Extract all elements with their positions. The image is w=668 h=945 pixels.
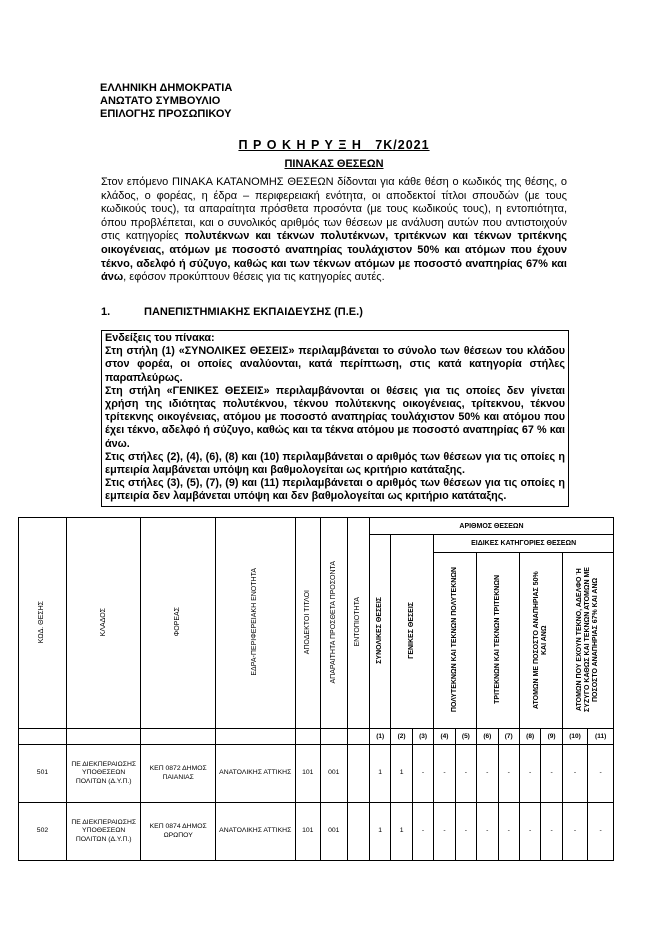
document-title: Π Ρ Ο Κ Η Ρ Υ Ξ Η 7Κ/2021 [238, 138, 430, 152]
note-3: Στις στήλες (2), (4), (6), (8) και (10) περιλαμβάνεται ο αριθμός των θέσεων για τις οποίες η εμπειρία λαμβάνεται υπόψη και βαθμολογείται ως κριτήριο κατάταξης. [105, 450, 565, 477]
row-count: - [434, 745, 455, 803]
header-special-group: ΕΙΔΙΚΕΣ ΚΑΤΗΓΟΡΙΕΣ ΘΕΣΕΩΝ [434, 535, 614, 553]
header-locality: ΕΝΤΟΠΙΟΤΗΤΑ [347, 518, 369, 729]
col-number: (10) [562, 729, 588, 745]
column-number-row [19, 729, 614, 745]
header-disability: ΑΤΟΜΩΝ ΜΕ ΠΟΣΟΣΤΟ ΑΝΑΠΗΡΙΑΣ 50% ΚΑΙ ΑΝΩ [519, 553, 562, 729]
col-number: (7) [498, 729, 519, 745]
row-count: - [541, 803, 562, 861]
col-number: (8) [519, 729, 540, 745]
row-count: - [455, 803, 476, 861]
row-count: - [498, 745, 519, 803]
row-count: - [434, 803, 455, 861]
intro-text-2: , εφόσον προκύπτουν θέσεις για τις κατηγορίες αυτές. [123, 271, 385, 284]
row-count: - [477, 745, 498, 803]
header-line-2: ΑΝΩΤΑΤΟ ΣΥΜΒΟΥΛΙΟ [100, 95, 221, 107]
row-titles: 101 [295, 745, 321, 803]
row-count: - [519, 745, 540, 803]
header-count-group: ΑΡΙΘΜΟΣ ΘΕΣΕΩΝ [369, 518, 613, 535]
row-count: - [455, 745, 476, 803]
row-code: 501 [19, 745, 67, 803]
intro-paragraph [101, 176, 567, 285]
col-number: (9) [541, 729, 562, 745]
row-count: - [519, 803, 540, 861]
row-seat: ΑΝΑΤΟΛΙΚΗΣ ΑΤΤΙΚΗΣ [215, 745, 295, 803]
header-relatives: ΑΤΟΜΩΝ ΠΟΥ ΕΧΟΥΝ ΤΕΚΝΟ, ΑΔΕΛΦΟ Ή ΣΥΖΥΓΟ ΚΑΘΩΣ ΚΑΙ ΤΕΚΝΩΝ ΑΤΟΜΩΝ ΜΕ ΠΟΣΟΣΤΟ ΑΝΑΠΗΡΙΑΣ 67% ΚΑΙ ΑΝΩ [562, 553, 613, 729]
row-count: - [498, 803, 519, 861]
row-branch: ΠΕ ΔΙΕΚΠΕΡΑΙΩΣΗΣ ΥΠΟΘΕΣΕΩΝ ΠΟΛΙΤΩΝ (Δ.Υ.Π.) [66, 803, 140, 861]
row-quals: 001 [321, 803, 348, 861]
table-notes-box [101, 330, 569, 507]
col-number: (6) [477, 729, 498, 745]
row-agency: ΚΕΠ 0874 ΔΗΜΟΣ ΩΡΩΠΟΥ [141, 803, 215, 861]
header-total: ΣΥΝΟΛΙΚΕΣ ΘΕΣΕΙΣ [369, 535, 390, 729]
row-code: 502 [19, 803, 67, 861]
header-triteknoi: ΤΡΙΤΕΚΝΩΝ ΚΑΙ ΤΕΚΝΩΝ ΤΡΙΤΕΚΝΩΝ [477, 553, 520, 729]
note-1: Στη στήλη (1) «ΣΥΝΟΛΙΚΕΣ ΘΕΣΕΙΣ» περιλαμβάνεται το σύνολο των θέσεων του κλάδου στον φορέα, οι οποίες αναλύονται, κατά περίπτωση, στις κατά κατηγορία στήλες παραπλεύρως. [105, 345, 565, 384]
header-polyteknoi: ΠΟΛΥΤΕΚΝΩΝ ΚΑΙ ΤΕΚΝΩΝ ΠΟΛΥΤΕΚΝΩΝ [434, 553, 477, 729]
table-row [19, 803, 614, 861]
col-number: (3) [412, 729, 433, 745]
document-subtitle: ΠΙΝΑΚΑΣ ΘΕΣΕΩΝ [284, 158, 384, 170]
section-heading [101, 306, 363, 318]
col-number: (1) [369, 729, 390, 745]
note-2: Στη στήλη «ΓΕΝΙΚΕΣ ΘΕΣΕΙΣ» περιλαμβάνονται οι θέσεις για τις οποίες δεν γίνεται χρήση της ιδιότητας πολυτέκνου, τέκνου πολύτεκνης οικογένειας, τρίτεκνου, τέκνου τρίτεκνης οικογένειας, ατόμου με ποσοστό αναπηρίας τουλάχιστον 50% και ατόμου που έχει τέκνο, αδελφό ή σύζυγο, καθώς και τα τέκνα ατόμου με ποσοστό αναπηρίας 67 % και άνω. [105, 384, 565, 450]
header-agency: ΦΟΡΕΑΣ [141, 518, 215, 729]
row-seat: ΑΝΑΤΟΛΙΚΗΣ ΑΤΤΙΚΗΣ [215, 803, 295, 861]
row-locality [347, 803, 369, 861]
table-row [19, 745, 614, 803]
row-agency: ΚΕΠ 0872 ΔΗΜΟΣ ΠΑΙΑΝΙΑΣ [141, 745, 215, 803]
intro-bold-text: πολυτέκνων και τέκνων πολυτέκνων, τριτέκνων και τέκνων τριτέκνης οικογένειας, ατόμων με ποσοστό αναπηρίας τουλάχιστον 50% και ατόμων που έχουν τέκνο, αδελφό ή σύζυγο, καθώς και των τέκνων ατόμων με ποσοστό αναπηρίας 67% και άνω [101, 230, 567, 284]
row-count: - [477, 803, 498, 861]
note-4: Στις στήλες (3), (5), (7), (9) και (11) περιλαμβάνεται ο αριθμός των θέσεων για τις οποίες η εμπειρία δεν λαμβάνεται υπόψη και δεν βαθμολογείται ως κριτήριο κατάταξης. [105, 477, 565, 503]
header-code: ΚΩΔ. ΘΕΣΗΣ [19, 518, 67, 729]
col-number: (2) [391, 729, 412, 745]
row-count: - [541, 745, 562, 803]
col-number: (4) [434, 729, 455, 745]
row-count: - [588, 803, 614, 861]
notes-heading: Ενδείξεις του πίνακα: [105, 332, 215, 344]
row-titles: 101 [295, 803, 321, 861]
section-number: 1. [101, 306, 111, 318]
header-titles: ΑΠΟΔΕΚΤΟΙ ΤΙΤΛΟΙ [295, 518, 321, 729]
row-count: - [562, 803, 588, 861]
row-count: 1 [369, 803, 390, 861]
header-line-1: ΕΛΛΗΝΙΚΗ ΔΗΜΟΚΡΑΤΙΑ [100, 82, 233, 94]
header-branch: ΚΛΑΔΟΣ [66, 518, 140, 729]
row-count: 1 [369, 745, 390, 803]
row-quals: 001 [321, 745, 348, 803]
header-quals: ΑΠΑΡΑΙΤΗΤΑ ΠΡΟΣΘΕΤΑ ΠΡΟΣΟΝΤΑ [321, 518, 348, 729]
row-count: 1 [391, 745, 412, 803]
row-count: - [562, 745, 588, 803]
row-count: - [412, 745, 433, 803]
issuer-header [100, 82, 232, 121]
header-general: ΓΕΝΙΚΕΣ ΘΕΣΕΙΣ [391, 535, 434, 729]
col-number: (5) [455, 729, 476, 745]
row-locality [347, 745, 369, 803]
positions-table [18, 517, 614, 861]
section-title: ΠΑΝΕΠΙΣΤΗΜΙΑΚΗΣ ΕΚΠΑΙΔΕΥΣΗΣ (Π.Ε.) [144, 306, 363, 318]
col-number: (11) [588, 729, 614, 745]
header-seat: ΕΔΡΑ-ΠΕΡΙΦΕΡΕΙΑΚΗ ΕΝΟΤΗΤΑ [215, 518, 295, 729]
header-line-3: ΕΠΙΛΟΓΗΣ ΠΡΟΣΩΠΙΚΟΥ [100, 108, 232, 120]
row-count: - [588, 745, 614, 803]
intro-text-1: Στον επόμενο ΠΙΝΑΚΑ ΚΑΤΑΝΟΜΗΣ ΘΕΣΕΩΝ δίδονται για κάθε θέση ο κωδικός της θέσης, ο κλάδος, ο φορέας, η έδρα – περιφερειακή ενότητα, οι αποδεκτοί τίτλοι σπουδών (με τους κωδικούς τους), τα απαραίτητα πρόσθετα προσόντα (με τους κωδικούς τους), η εντοπιότητα, όπου προβλέπεται, και ο συνολικός αριθμός των θέσεων με ανάλυση αυτών που αντιστοιχούν στις κατηγορίες [101, 176, 567, 243]
row-branch: ΠΕ ΔΙΕΚΠΕΡΑΙΩΣΗΣ ΥΠΟΘΕΣΕΩΝ ΠΟΛΙΤΩΝ (Δ.Υ.Π.) [66, 745, 140, 803]
row-count: 1 [391, 803, 412, 861]
row-count: - [412, 803, 433, 861]
